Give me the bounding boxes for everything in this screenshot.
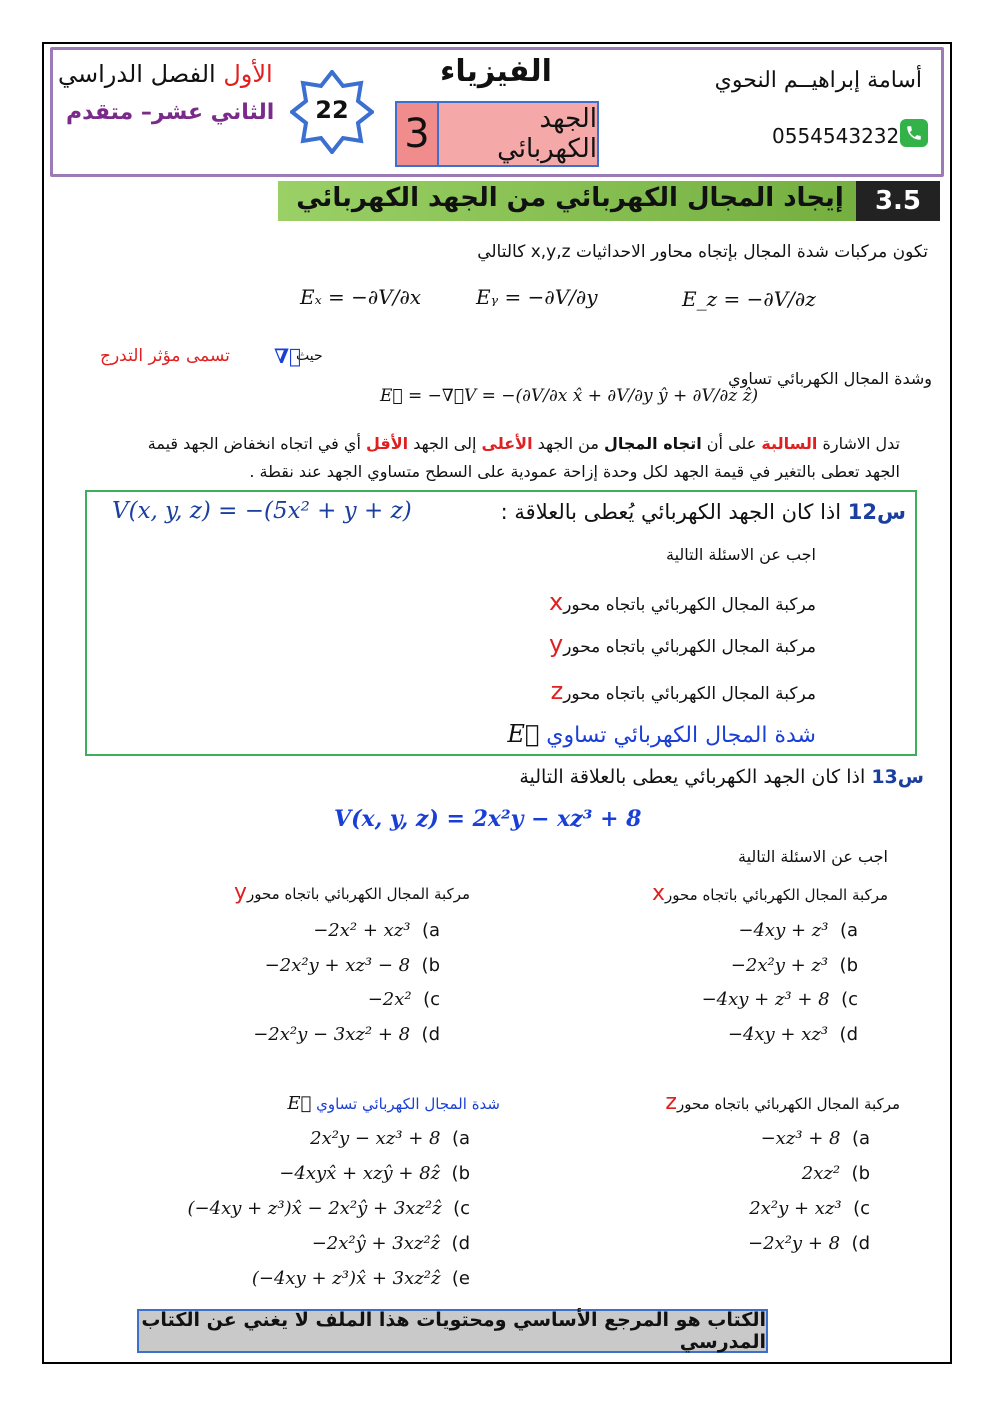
q13-z-title-label: مركبة المجال الكهربائي باتجاه محور <box>676 1095 900 1113</box>
q13-e-d-letter: (d <box>451 1233 470 1254</box>
q13-z-b-letter: (b <box>851 1163 870 1184</box>
q13-z-c-expr: 2x²y + xz³ <box>749 1198 842 1219</box>
q13-text: اذا كان الجهد الكهربائي يعطى بالعلاقة التالية <box>519 766 866 788</box>
q13-z-axis: z <box>665 1090 677 1115</box>
q12-item-e-label: شدة المجال الكهربائي تساوي <box>546 723 816 748</box>
semester-label <box>58 60 273 88</box>
q13-e-c-letter: (c <box>453 1198 470 1219</box>
q12-axis-z: z <box>550 677 564 705</box>
q13-x-c-expr: −4xy + z³ + 8 <box>701 989 830 1010</box>
q13-e-a-expr: 2x²y − xz³ + 8 <box>310 1128 441 1149</box>
q12-item-x <box>549 588 816 616</box>
q12-e-symbol: E⃗ <box>507 720 540 748</box>
q13-x-option-d[interactable] <box>728 1024 858 1045</box>
semester-word: الأول <box>223 60 273 88</box>
section-title: إيجاد المجال الكهربائي من الجهد الكهربائي <box>296 183 844 213</box>
q13-header <box>519 766 924 788</box>
field-label: وشدة المجال الكهربائي تساوي <box>728 369 932 388</box>
author-name: أسامة إبراهيــم النحوي <box>714 68 922 93</box>
note-line-1 <box>140 434 900 453</box>
note-line-2: الجهد تعطى بالتغير في قيمة الجهد لكل وحدة إزاحة عمودية على السطح متساوي الجهد عند نقطة . <box>249 462 900 481</box>
q13-label: س13 <box>871 766 924 788</box>
ey-equation: Eᵧ = −∂V/∂y <box>476 285 598 309</box>
q12-item-e <box>507 720 816 748</box>
q13-e-d-expr: −2x²ŷ + 3xz²ẑ <box>311 1233 441 1254</box>
chapter-name: الجهد الكهربائي <box>437 103 597 165</box>
phone-number: 0554543232 <box>772 124 900 148</box>
q12-item-y-label: مركبة المجال الكهربائي باتجاه محور <box>563 637 816 657</box>
q12-header <box>501 500 906 524</box>
q13-e-a-letter: (a <box>451 1128 470 1149</box>
q13-y-c-letter: (c <box>423 989 440 1010</box>
note-a: تدل الاشارة <box>822 434 900 453</box>
field-equation: E⃗ = −∇⃗V = −(∂V/∂x x̂ + ∂V/∂y ŷ + ∂V/∂z ẑ) <box>380 386 759 406</box>
q13-e-b-expr: −4xyx̂ + xzŷ + 8ẑ <box>279 1163 441 1184</box>
q13-y-a-expr: −2x² + xz³ <box>313 920 411 941</box>
q12-item-y <box>549 630 816 658</box>
q13-x-option-c[interactable] <box>702 989 858 1010</box>
chapter-number: 3 <box>397 103 437 165</box>
q13-e-symbol: E⃗ <box>287 1093 312 1114</box>
ex-equation: Eₓ = −∂V/∂x <box>300 285 422 309</box>
q13-z-c-letter: (c <box>853 1198 870 1219</box>
q13-e-option-a[interactable] <box>310 1128 470 1149</box>
q13-y-d-expr: −2x²y − 3xz² + 8 <box>253 1024 411 1045</box>
q13-equation: V(x, y, z) = 2x²y − xz³ + 8 <box>334 806 642 832</box>
q13-z-b-expr: 2xz² <box>801 1163 841 1184</box>
note-d: اتجاه المجال <box>604 434 702 453</box>
note-c: على أن <box>706 434 757 453</box>
q13-y-b-letter: (b <box>421 955 440 976</box>
q12-axis-x: x <box>549 588 564 616</box>
q13-y-title-label: مركبة المجال الكهربائي باتجاه محور <box>246 885 470 903</box>
note-e: من الجهد <box>537 434 599 453</box>
q13-x-b-letter: (b <box>839 955 858 976</box>
q13-z-option-b[interactable] <box>802 1163 870 1184</box>
q13-e-option-e[interactable] <box>252 1268 470 1289</box>
q13-e-option-c[interactable] <box>188 1198 470 1219</box>
q13-x-axis: x <box>651 881 665 906</box>
grade-label: الثاني عشر– متقدم <box>66 100 275 125</box>
q12-axis-y: y <box>549 630 564 658</box>
question-12-box <box>85 490 917 756</box>
q13-z-d-expr: −2x²y + 8 <box>748 1233 841 1254</box>
q13-z-option-c[interactable] <box>749 1198 870 1219</box>
q12-item-z <box>551 677 816 705</box>
q13-e-title <box>287 1093 500 1114</box>
q13-y-a-letter: (a <box>421 920 440 941</box>
q13-x-d-letter: (d <box>839 1024 858 1045</box>
q13-e-e-letter: (e <box>451 1268 470 1289</box>
q13-y-b-expr: −2x²y + xz³ − 8 <box>264 955 411 976</box>
q13-e-title-label: شدة المجال الكهربائي تساوي <box>316 1095 500 1113</box>
q13-y-d-letter: (d <box>421 1024 440 1045</box>
section-number: 3.5 <box>856 181 940 221</box>
q12-equation: V(x, y, z) = −(5x² + y + z) <box>112 498 412 524</box>
intro-line: تكون مركبات شدة المجال بإتجاه محاور الاحداثيات x,y,z كالتالي <box>477 242 928 262</box>
gradient-name: تسمى مؤثر التدرج <box>100 346 230 366</box>
q13-y-option-a[interactable] <box>313 920 440 941</box>
note-i: أي في اتجاه انخفاض الجهد قيمة <box>147 434 361 453</box>
q13-z-title <box>665 1090 900 1115</box>
note-b: السالبة <box>761 434 818 453</box>
ez-equation: E_z = −∂V/∂z <box>682 287 816 311</box>
q13-x-c-letter: (c <box>841 989 858 1010</box>
note-f: الأعلى <box>481 434 533 453</box>
q13-x-option-a[interactable] <box>738 920 858 941</box>
q13-z-a-expr: −xz³ + 8 <box>760 1128 841 1149</box>
q13-z-option-d[interactable] <box>748 1233 870 1254</box>
q13-y-option-c[interactable] <box>368 989 440 1010</box>
q13-y-title <box>234 880 470 905</box>
chapter-badge <box>395 101 599 167</box>
q13-x-b-expr: −2x²y + z³ <box>730 955 829 976</box>
q13-y-axis: y <box>233 880 247 905</box>
q13-e-option-d[interactable] <box>312 1233 470 1254</box>
page-number: 22 <box>315 96 349 124</box>
footer-note: الكتاب هو المرجع الأساسي ومحتويات هذا الملف لا يغني عن الكتاب المدرسي <box>137 1309 768 1353</box>
q13-prompt: اجب عن الاسئلة التالية <box>737 847 888 866</box>
subject-title: الفيزياء <box>440 54 552 89</box>
q13-e-c-expr: (−4xy + z³)x̂ − 2x²ŷ + 3xz²ẑ <box>187 1198 442 1219</box>
q13-x-title-label: مركبة المجال الكهربائي باتجاه محور <box>664 886 888 904</box>
q13-z-option-a[interactable] <box>761 1128 870 1149</box>
q13-x-d-expr: −4xy + xz³ <box>727 1024 829 1045</box>
note-h: الأقل <box>365 434 409 453</box>
q12-prompt: اجب عن الاسئلة التالية <box>665 545 816 564</box>
q13-x-option-b[interactable] <box>731 955 858 976</box>
q13-x-title <box>652 881 888 906</box>
q12-item-z-label: مركبة المجال الكهربائي باتجاه محور <box>563 684 816 704</box>
q13-x-a-expr: −4xy + z³ <box>738 920 829 941</box>
q13-e-b-letter: (b <box>451 1163 470 1184</box>
q12-label: س12 <box>847 500 906 524</box>
q13-e-option-b[interactable] <box>279 1163 470 1184</box>
q13-z-a-letter: (a <box>851 1128 870 1149</box>
q12-text: اذا كان الجهد الكهربائي يُعطى بالعلاقة : <box>500 500 842 524</box>
q13-x-a-letter: (a <box>839 920 858 941</box>
q12-item-x-label: مركبة المجال الكهربائي باتجاه محور <box>563 595 816 615</box>
q13-y-c-expr: −2x² <box>367 989 412 1010</box>
q13-z-d-letter: (d <box>851 1233 870 1254</box>
nabla-symbol: ∇⃗ <box>274 344 302 368</box>
semester-prefix: الفصل الدراسي <box>58 60 216 88</box>
phone-icon <box>900 119 928 147</box>
q13-y-option-b[interactable] <box>265 955 440 976</box>
haith-label: حيث <box>296 348 323 364</box>
q13-y-option-d[interactable] <box>253 1024 440 1045</box>
q13-e-e-expr: (−4xy + z³)x̂ + 3xz²ẑ <box>251 1268 441 1289</box>
note-g: إلى الجهد <box>413 434 477 453</box>
